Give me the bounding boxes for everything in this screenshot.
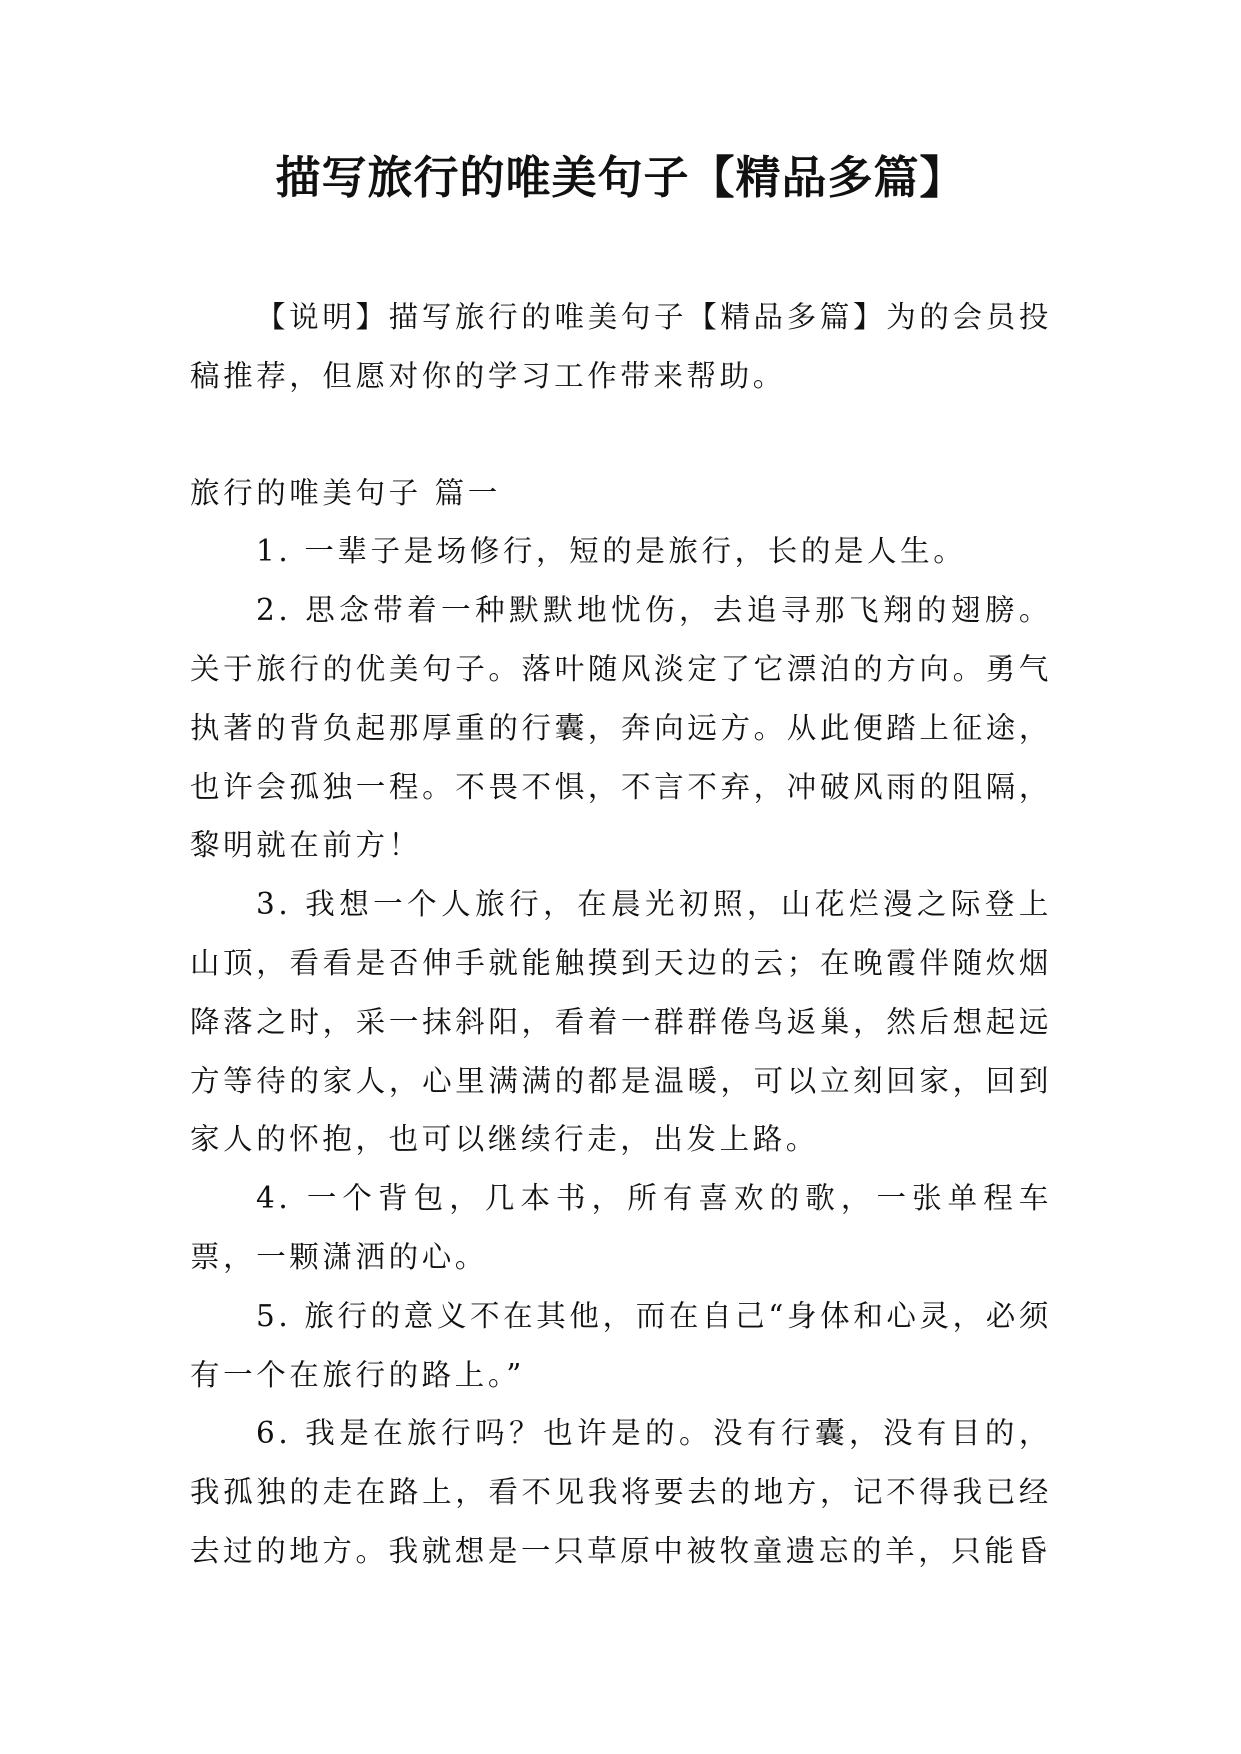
document-title: 描写旅行的唯美句子【精品多篇】 — [275, 151, 966, 204]
paragraph-3: 3. 我想一个人旅行，在晨光初照，山花烂漫之际登上山顶，看看是否伸手就能触摸到天边的云；在晚霞伴随炊烟降落之时，采一抹斜阳，看着一群群倦鸟返巢，然后想起远方等待的家人，心里满满的都是温暖，可以立刻回家，回到家人的怀抱，也可以继续行走，出发上路。 — [190, 887, 1052, 1157]
paragraph-2: 2. 思念带着一种默默地忧伤，去追寻那飞翔的翅膀。关于旅行的优美句子。落叶随风淡定了它漂泊的方向。勇气执著的背负起那厚重的行囊，奔向远方。从此便踏上征途，也许会孤独一程。不畏不惧，不言不弃，冲破风雨的阻隔，黎明就在前方！ — [190, 593, 1052, 863]
paragraph-6: 6. 我是在旅行吗？也许是的。没有行囊，没有目的，我孤独的走在路上，看不见我将要去的地方，记不得我已经去过的地方。我就想是一只草原中被牧童遗忘的羊，只能昏 — [190, 1416, 1052, 1568]
paragraph-4: 4. 一个背包，几本书，所有喜欢的歌，一张单程车票，一颗潇洒的心。 — [190, 1181, 1052, 1274]
section-heading: 旅行的唯美句子 篇一 — [190, 475, 501, 510]
paragraph-5: 5. 旅行的意义不在其他，而在自己“身体和心灵，必须有一个在旅行的路上。” — [190, 1298, 1052, 1392]
paragraph-1: 1. 一辈子是场修行，短的是旅行，长的是人生。 — [256, 534, 967, 569]
document-body — [190, 288, 1052, 1581]
intro-paragraph: 【说明】描写旅行的唯美句子【精品多篇】为的会员投稿推荐，但愿对你的学习工作带来帮助。 — [190, 300, 1052, 393]
